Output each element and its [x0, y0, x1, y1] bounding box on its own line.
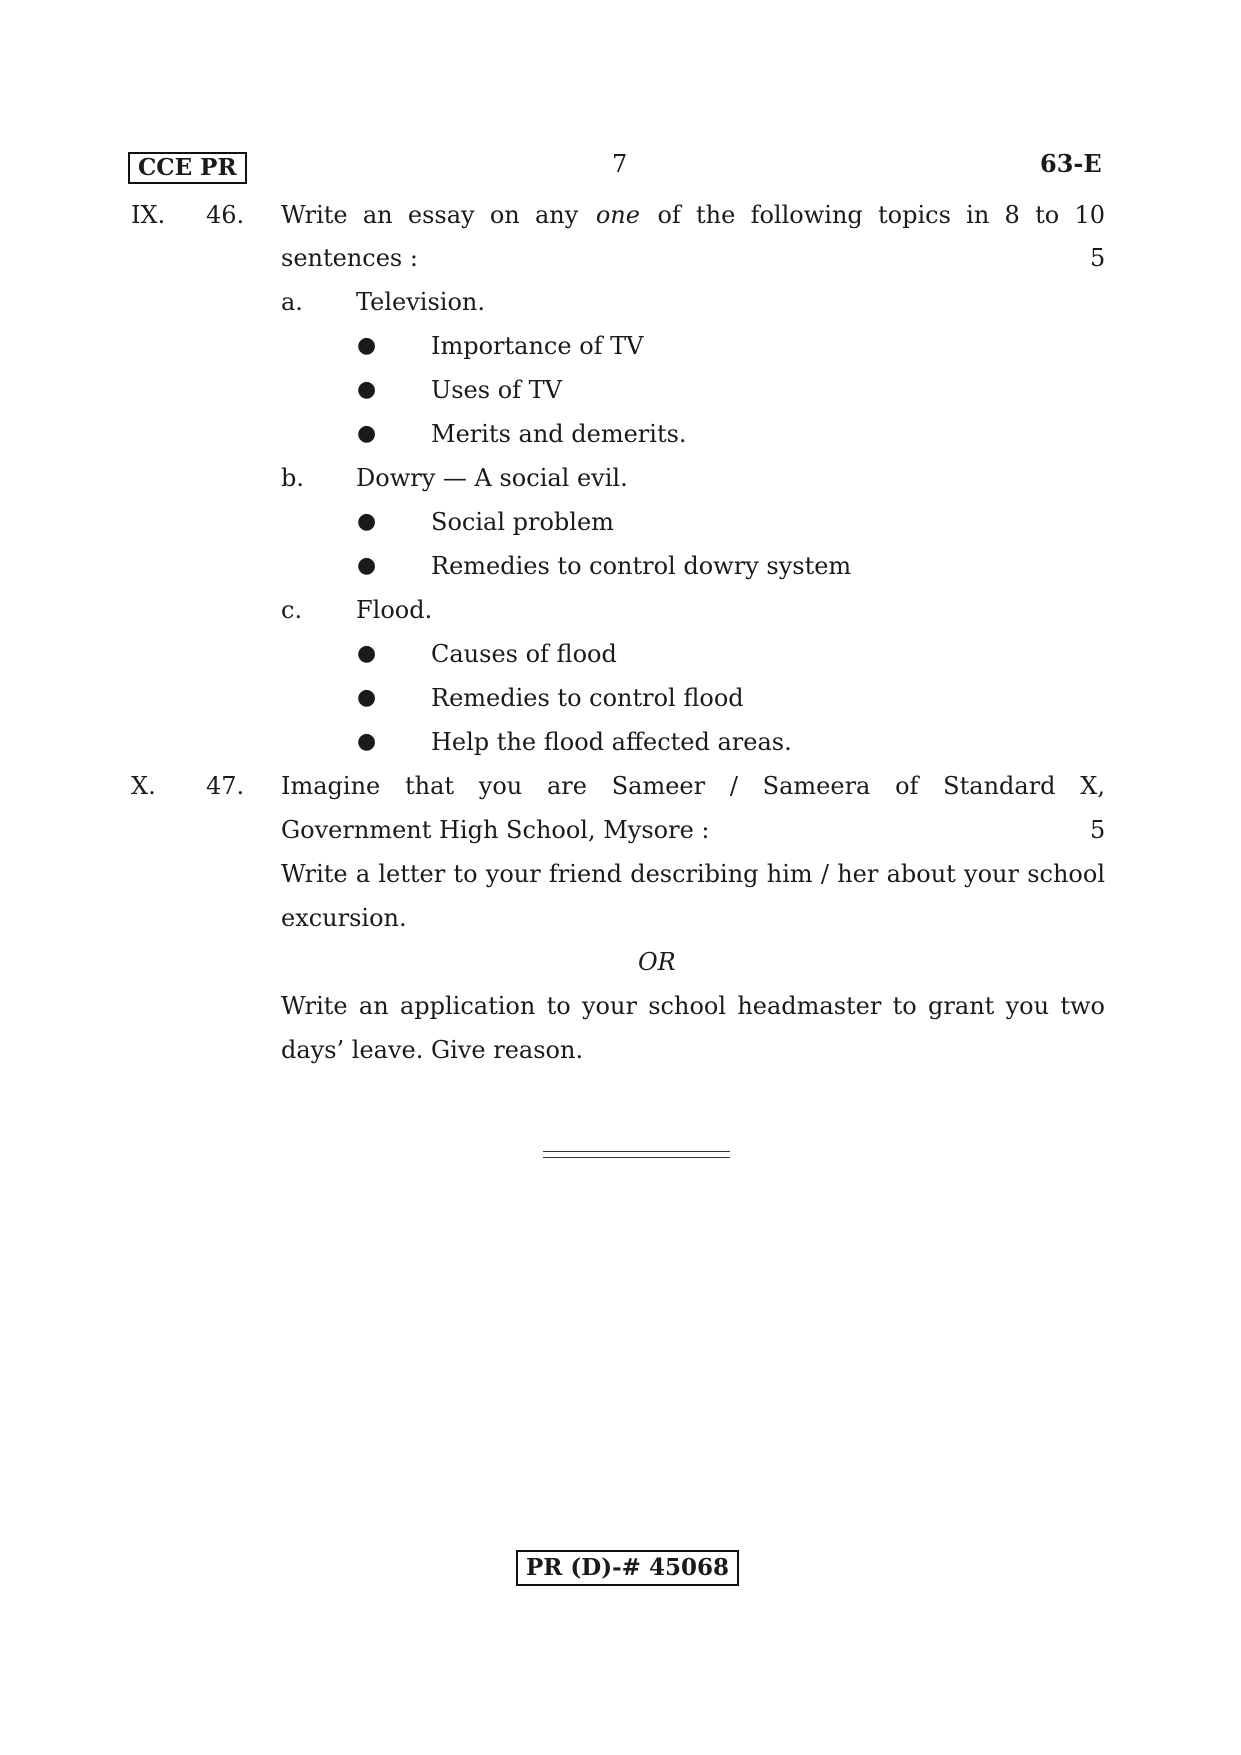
- option-a-point-2: Uses of TV: [431, 376, 562, 404]
- letter-task-line1: Write a letter to your friend describing him / her about your school: [281, 860, 1105, 888]
- option-c-title: Flood.: [356, 596, 433, 624]
- question-47-number: 47.: [206, 772, 245, 800]
- letter-task-line2: excursion.: [281, 904, 407, 932]
- question-46-prompt-line2: sentences :: [281, 244, 418, 272]
- section-x-roman: X.: [131, 772, 156, 800]
- option-a-label: a.: [281, 288, 303, 316]
- prompt-part-1: Write an essay on any: [281, 201, 579, 229]
- paper-code: 63-E: [1040, 149, 1102, 178]
- footer-code-box: PR (D)-# 45068: [516, 1550, 739, 1586]
- application-task-line1: Write an application to your school headmaster to grant you two: [281, 992, 1105, 1020]
- bullet-icon: ●: [357, 685, 377, 710]
- end-rule-top: [543, 1151, 730, 1152]
- option-a-title: Television.: [356, 288, 485, 316]
- header-left-box: CCE PR: [128, 152, 247, 184]
- option-a-point-1: Importance of TV: [431, 332, 644, 360]
- option-b-point-2: Remedies to control dowry system: [431, 552, 852, 580]
- bullet-icon: ●: [357, 553, 377, 578]
- question-47-line2: Government High School, Mysore :: [281, 816, 710, 844]
- option-c-point-1: Causes of flood: [431, 640, 617, 668]
- question-47-line1: Imagine that you are Sameer / Sameera of Standard X,: [281, 772, 1105, 800]
- or-divider: OR: [638, 948, 676, 976]
- question-47-marks: 5: [1090, 816, 1106, 844]
- option-c-point-3: Help the flood affected areas.: [431, 728, 792, 756]
- option-b-title: Dowry — A social evil.: [356, 464, 628, 492]
- application-task-line2: days’ leave. Give reason.: [281, 1036, 584, 1064]
- bullet-icon: ●: [357, 729, 377, 754]
- bullet-icon: ●: [357, 377, 377, 402]
- option-a-point-3: Merits and demerits.: [431, 420, 687, 448]
- option-b-point-1: Social problem: [431, 508, 614, 536]
- bullet-icon: ●: [357, 641, 377, 666]
- question-46-marks: 5: [1090, 244, 1106, 272]
- page-number: 7: [612, 150, 628, 178]
- end-rule-bottom: [543, 1157, 730, 1158]
- bullet-icon: ●: [357, 509, 377, 534]
- prompt-italic-one: one: [595, 201, 640, 229]
- bullet-icon: ●: [357, 333, 377, 358]
- option-b-label: b.: [281, 464, 304, 492]
- bullet-icon: ●: [357, 421, 377, 446]
- section-ix-roman: IX.: [131, 201, 166, 229]
- question-46-prompt: [281, 200, 1105, 230]
- question-46-number: 46.: [206, 201, 245, 229]
- prompt-part-2: of the following topics in 8 to 10: [657, 201, 1105, 229]
- option-c-point-2: Remedies to control flood: [431, 684, 744, 712]
- option-c-label: c.: [281, 596, 303, 624]
